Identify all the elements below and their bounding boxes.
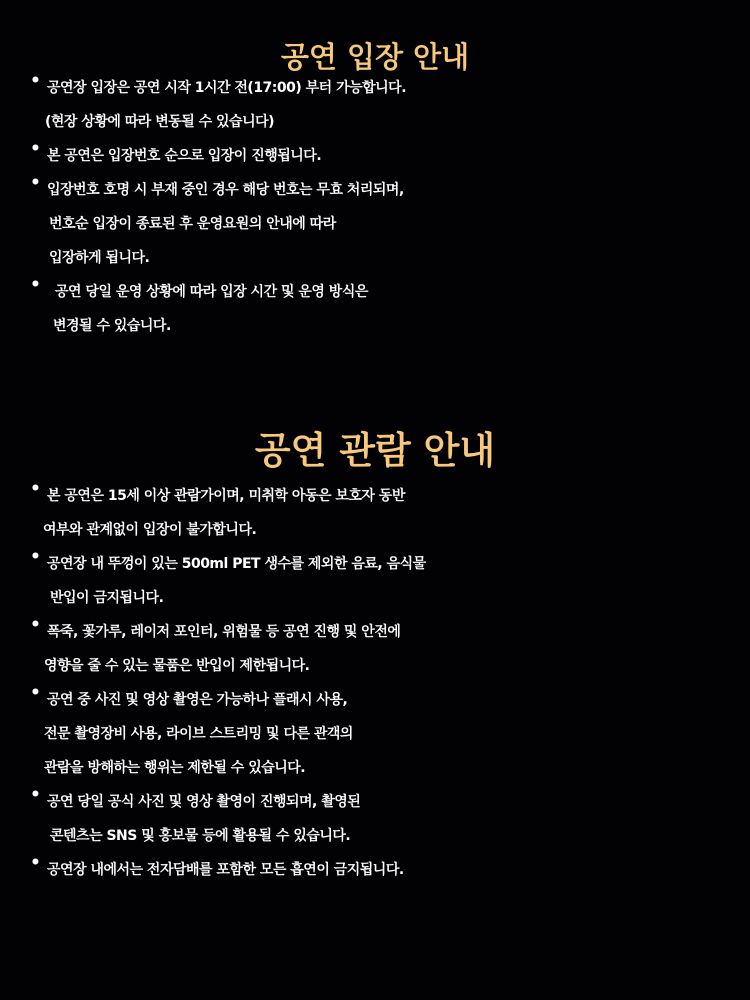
viewing-guide-list [0,479,750,887]
entry-guide-item [0,71,750,139]
viewing-guide-item [0,547,750,615]
viewing-guide-item [0,615,750,683]
entry-guide-item [0,173,750,275]
bullet-icon: • [30,853,41,873]
entry-item-line: 입장하게 됩니다. [49,250,150,266]
bullet-icon: • [30,785,41,805]
entry-item-line: 본 공연은 입장번호 순으로 입장이 진행됩니다. [47,148,322,164]
bullet-icon: • [30,173,41,193]
viewing-guide-item [0,683,750,785]
entry-guide-item [0,275,750,343]
viewing-guide-title: 공연 관람 안내 [254,428,496,472]
bullet-icon: • [30,275,41,295]
entry-item-line: 공연장 입장은 공연 시작 1시간 전(17:00) 부터 가능합니다. [47,80,407,96]
entry-guide-list [0,71,750,343]
viewing-guide-item [0,785,750,853]
viewing-item-line: 공연장 내에서는 전자담배를 포함한 모든 흡연이 금지됩니다. [47,862,404,878]
viewing-guide-item [0,479,750,547]
entry-item-line: 공연 당일 운영 상황에 따라 입장 시간 및 운영 방식은 [55,284,368,300]
viewing-item-line: 본 공연은 15세 이상 관람가이며, 미취학 아동은 보호자 동반 [47,488,405,504]
entry-item-line: 변경될 수 있습니다. [53,318,171,334]
viewing-guide-item [0,853,750,887]
bullet-icon: • [30,139,41,159]
entry-guide-title: 공연 입장 안내 [280,40,470,75]
bullet-icon: • [30,71,41,91]
viewing-item-line: 영향을 줄 수 있는 물품은 반입이 제한됩니다. [44,658,310,674]
viewing-item-line: 콘텐츠는 SNS 및 홍보물 등에 활용될 수 있습니다. [50,828,351,844]
bullet-icon: • [30,683,41,703]
viewing-item-line: 공연 중 사진 및 영상 촬영은 가능하나 플래시 사용, [47,692,348,708]
viewing-item-line: 관람을 방해하는 행위는 제한될 수 있습니다. [44,760,306,776]
viewing-item-line: 반입이 금지됩니다. [50,590,164,606]
viewing-item-line: 공연 당일 공식 사진 및 영상 촬영이 진행되며, 촬영된 [47,794,361,810]
entry-item-line: (현장 상황에 따라 변동될 수 있습니다) [45,114,275,130]
entry-item-line: 번호순 입장이 종료된 후 운영요원의 안내에 따라 [49,216,336,232]
entry-item-line: 입장번호 호명 시 부재 중인 경우 해당 번호는 무효 처리되며, [47,182,404,198]
bullet-icon: • [30,479,41,499]
bullet-icon: • [30,615,41,635]
viewing-item-line: 공연장 내 뚜껑이 있는 500ml PET 생수를 제외한 음료, 음식물 [47,556,426,572]
entry-guide-item [0,139,750,173]
bullet-icon: • [30,547,41,567]
viewing-item-line: 전문 촬영장비 사용, 라이브 스트리밍 및 다른 관객의 [44,726,353,742]
viewing-item-line: 여부와 관계없이 입장이 불가합니다. [43,522,257,538]
viewing-item-line: 폭죽, 꽃가루, 레이저 포인터, 위험물 등 공연 진행 및 안전에 [47,624,401,640]
